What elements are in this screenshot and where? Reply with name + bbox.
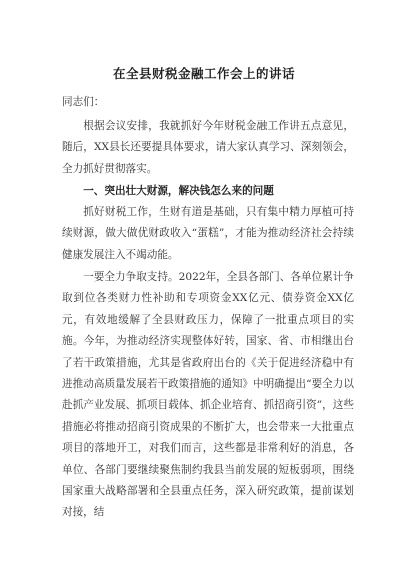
section-heading-block [62,181,354,202]
document-title: 在全县财税金融工作会上的讲话 [112,66,295,81]
section-heading: 一、突出壮大财源，解决钱怎么来的问题 [83,185,274,197]
body-paragraph: 抓好财税工作，生财有道是基础，只有集中精力厚植可持续财源，做大做优财政收入“蛋糕”，才能为推动经济社会持续健康发展注入不竭动能。 [62,206,354,261]
paragraph-block-2 [62,267,354,524]
body-paragraph: 一要全力争取支持。2022年，全县各部门、各单位累计争取到位各类财力性补助和专项资金XX亿元、债券资金XX亿元，有效地缓解了全县财政压力，保障了一批重点项目的实施。今年，为推动经济实现整体好转，国家、省、市相继出台了若干政策措施，尤其是省政府出台的《关于促进经济稳中有进推动高质量发展若干政策措施的通知》中明确提出“要全力以赴抓产业发展、抓项目载体、抓企业培育、抓招商引资”，这些措施必将推动招商引资成果的不断扩大，也会带来一大批重点项目的落地开工，对我们而言，这些都是非常利好的消息，各单位、各部门要继续聚焦制约我县当前发展的短板弱项，围绕国家重大战略部署和全县重点任务，深入研究政策，提前谋划对接，结 [62,271,354,519]
paragraph-block-1 [62,202,354,266]
salutation: 同志们： [62,96,105,108]
intro-paragraph-block [62,116,354,180]
intro-paragraph: 根据会议安排，我就抓好今年财税金融工作讲五点意见，随后，XX县长还要提具体要求，请大家认真学习、深刻领会，全力抓好贯彻落实。 [62,120,354,175]
